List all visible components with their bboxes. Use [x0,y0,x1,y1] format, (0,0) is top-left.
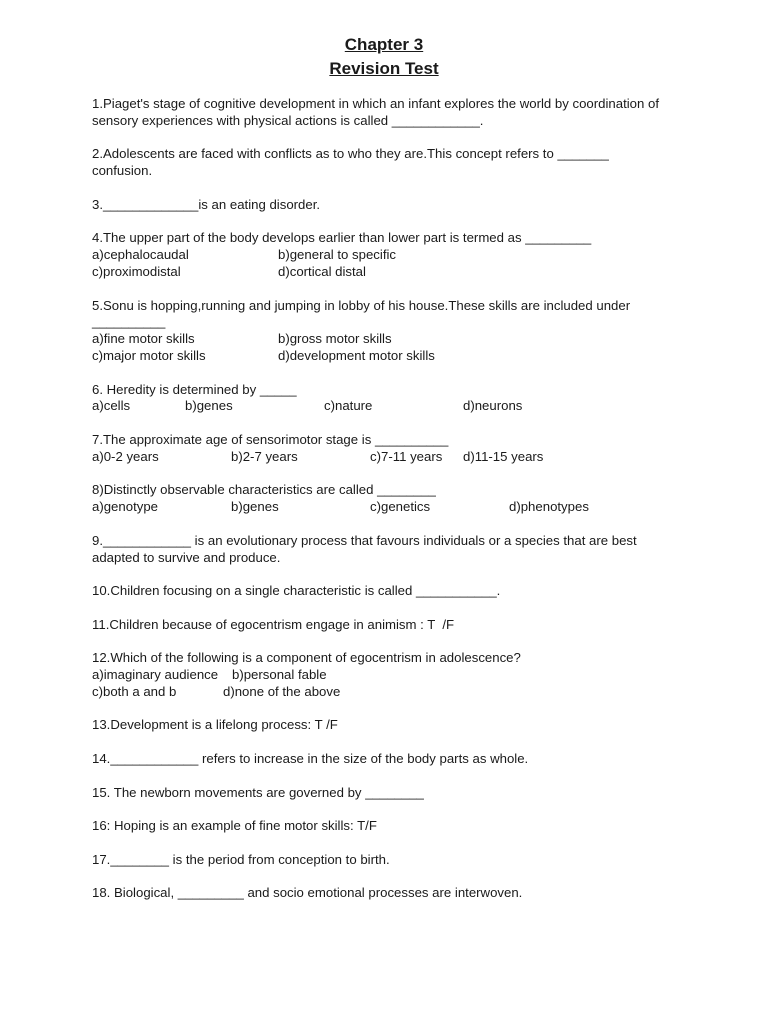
question-8 [92,482,692,516]
option-d: d)phenotypes [509,499,589,515]
option-a: a)0-2 years [92,448,159,464]
question-16-text: 16: Hoping is an example of fine motor skills: T/F [92,818,377,834]
option-b: b)genes [185,398,233,414]
option-a: a)cells [92,398,131,414]
question-9-text: 9.____________ is an evolutionary process that favours individuals or a species that are best adapted to survive and produce. [92,532,637,565]
option-a: a)cephalocaudal [92,247,189,263]
question-15-text: 15. The newborn movements are governed by ________ [92,784,424,800]
question-5-options-row-1 [92,331,692,348]
question-13-text: 13.Development is a lifelong process: T /F [92,717,338,733]
question-10-text: 10.Children focusing on a single characteristic is called ___________. [92,583,501,599]
chapter-title: Chapter 3 [344,35,424,54]
question-7-options [92,449,692,466]
question-11 [92,617,692,634]
question-4-text: 4.The upper part of the body develops earlier than lower part is termed as _________ [92,230,592,246]
option-c: c)both a and b [92,683,177,699]
question-13 [92,717,692,734]
question-15 [92,785,692,802]
question-6-text: 6. Heredity is determined by _____ [92,381,297,397]
option-b: b)genes [231,499,279,515]
option-a: a)genotype [92,499,158,515]
option-a: a)fine motor skills [92,331,195,347]
question-1-text: 1.Piaget's stage of cognitive development in which an infant explores the world by coordination of sensory experiences with physical actions is called ____________. [92,96,659,128]
option-c: c)nature [324,398,373,414]
question-7-text: 7.The approximate age of sensorimotor stage is __________ [92,431,449,447]
question-17 [92,852,692,869]
question-14 [92,751,692,768]
question-12-options-row-2 [92,684,692,701]
question-14-text: 14.____________ refers to increase in the size of the body parts as whole. [92,751,529,767]
question-18 [92,885,692,902]
question-5 [92,298,692,365]
question-5-options-row-2 [92,348,692,365]
question-9 [92,533,692,567]
option-b: b)gross motor skills [278,331,392,347]
question-12 [92,650,692,700]
option-c: c)genetics [370,499,431,515]
question-8-text: 8)Distinctly observable characteristics are called ________ [92,482,436,498]
question-18-text: 18. Biological, _________ and socio emotional processes are interwoven. [92,885,523,901]
option-d: d)11-15 years [463,448,544,464]
option-d: d)neurons [463,398,523,414]
test-title: Revision Test [329,59,439,78]
question-8-options [92,499,692,516]
option-c: c)proximodistal [92,263,181,279]
question-5-text: 5.Sonu is hopping,running and jumping in lobby of his house.These skills are included under __________ [92,297,631,330]
option-d: d)cortical distal [278,263,366,279]
question-6-options [92,398,692,415]
question-10 [92,583,692,600]
option-d: d)development motor skills [278,347,435,363]
question-2-text: 2.Adolescents are faced with conflicts as to who they are.This concept refers to _______ confusion. [92,146,609,179]
option-b: b)personal fable [232,667,327,683]
option-c: c)7-11 years [370,448,443,464]
question-4-options-row-2 [92,264,692,281]
option-b: b)general to specific [278,247,397,263]
option-b: b)2-7 years [231,448,298,464]
option-c: c)major motor skills [92,347,206,363]
question-list [92,96,692,919]
question-2 [92,146,692,180]
question-1 [92,96,692,130]
option-a: a)imaginary audience [92,667,219,683]
question-17-text: 17.________ is the period from conception to birth. [92,851,390,867]
question-7 [92,432,692,466]
question-3 [92,197,692,214]
question-4-options-row-1 [92,247,692,264]
question-3-text: 3._____________is an eating disorder. [92,196,321,212]
question-12-options-row-1 [92,667,692,684]
question-11-text: 11.Children because of egocentrism engage in animism : T /F [92,616,455,632]
question-6 [92,382,692,416]
question-4 [92,230,692,280]
question-12-text: 12.Which of the following is a component of egocentrism in adolescence? [92,650,521,666]
question-16 [92,818,692,835]
option-d: d)none of the above [223,683,341,699]
